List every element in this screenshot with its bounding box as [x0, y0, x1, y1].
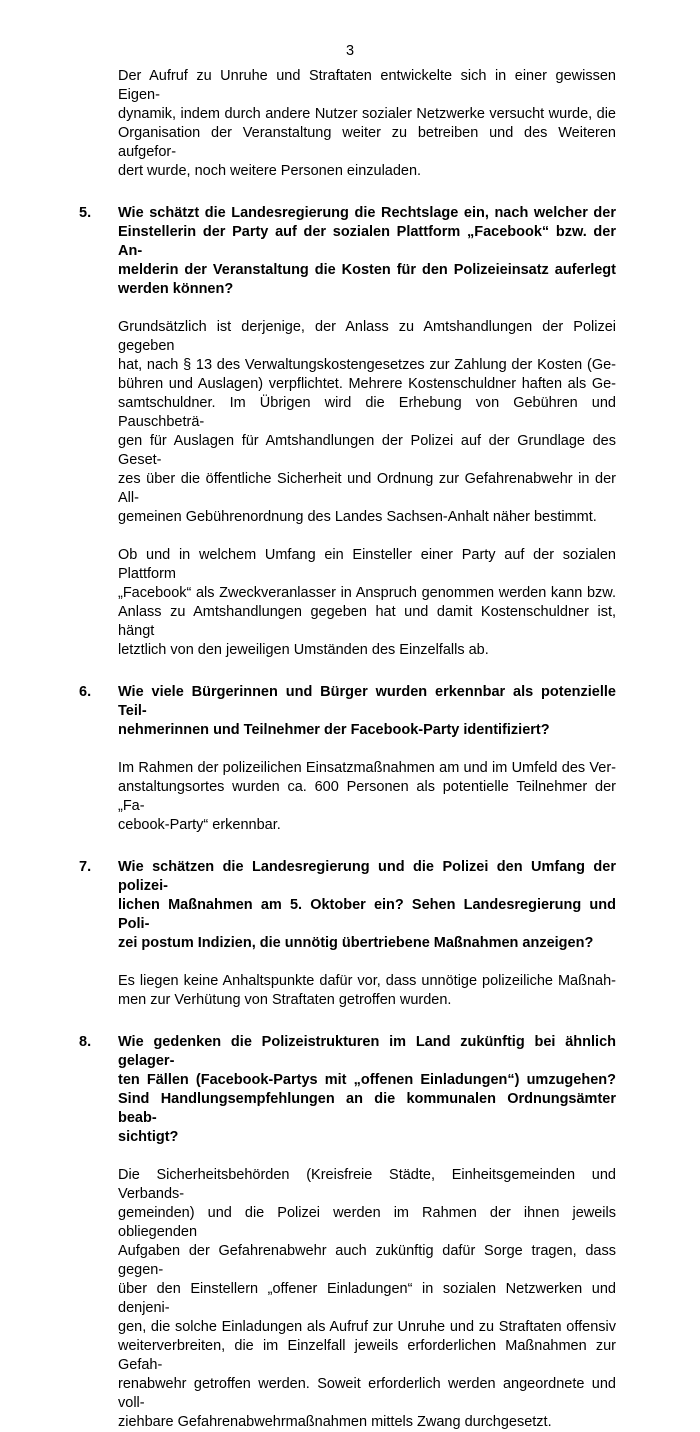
answer-paragraph	[118, 759, 616, 835]
text-line: nehmerinnen und Teilnehmer der Facebook-Party identifiziert?	[118, 722, 550, 738]
text-line: über den Einstellern „offener Einladungen“ in sozialen Netzwerken und denjeni-	[118, 1281, 616, 1316]
question-number: 8.	[79, 1034, 92, 1050]
answer-paragraph	[118, 546, 616, 660]
text-line: weiterverbreiten, die im Einzelfall jeweils erforderlichen Maßnahmen zur Gefah-	[118, 1338, 616, 1373]
text-line: letztlich von den jeweiligen Umständen des Einzelfalls ab.	[118, 642, 489, 658]
text-line: Organisation der Veranstaltung weiter zu betreiben und des Weiteren aufgefor-	[118, 125, 616, 160]
qa-section	[79, 683, 616, 835]
question	[79, 204, 616, 299]
text-line: hat, nach § 13 des Verwaltungskostengesetzes zur Zahlung der Kosten (Ge-	[118, 357, 616, 373]
question-text	[118, 204, 616, 299]
question-text	[118, 683, 616, 740]
text-line: anstaltungsortes wurden ca. 600 Personen als potentielle Teilnehmer der „Fa-	[118, 779, 616, 814]
question	[79, 1033, 616, 1147]
qa-section	[79, 1033, 616, 1432]
text-line: Wie viele Bürgerinnen und Bürger wurden erkennbar als potenzielle Teil-	[118, 684, 616, 719]
qa-section	[79, 858, 616, 1010]
text-line: renabwehr getroffen werden. Soweit erforderlich werden angeordnete und voll-	[118, 1376, 616, 1411]
answer-paragraph	[118, 318, 616, 527]
text-line: Sind Handlungsempfehlungen an die kommunalen Ordnungsämter beab-	[118, 1091, 616, 1126]
question-number: 5.	[79, 205, 92, 221]
text-line: „Facebook“ als Zweckveranlasser in Anspruch genommen werden kann bzw.	[118, 585, 616, 601]
text-line: Grundsätzlich ist derjenige, der Anlass zu Amtshandlungen der Polizei gegeben	[118, 319, 616, 354]
question	[79, 683, 616, 740]
question-number: 6.	[79, 684, 92, 700]
text-line: Wie schätzt die Landesregierung die Rechtslage ein, nach welcher der	[118, 205, 616, 221]
question	[79, 858, 616, 953]
text-line: Es liegen keine Anhaltspunkte dafür vor, dass unnötige polizeiliche Maßnah-	[118, 973, 616, 989]
text-line: zei postum Indizien, die unnötig übertriebene Maßnahmen anzeigen?	[118, 935, 594, 951]
page-number: 3	[345, 43, 355, 59]
text-line: ziehbare Gefahrenabwehrmaßnahmen mittels Zwang durchgesetzt.	[118, 1414, 552, 1430]
answer-paragraph	[118, 1166, 616, 1432]
text-line: Anlass zu Amtshandlungen gegeben hat und damit Kostenschuldner ist, hängt	[118, 604, 616, 639]
text-line: Im Rahmen der polizeilichen Einsatzmaßnahmen am und im Umfeld des Ver-	[118, 760, 616, 776]
text-line: ten Fällen (Facebook-Partys mit „offenen Einladungen“) umzugehen?	[118, 1072, 616, 1088]
text-line: werden können?	[118, 281, 234, 297]
text-line: gemeinden) und die Polizei werden im Rahmen der ihnen jeweils obliegenden	[118, 1205, 616, 1240]
text-line: Wie gedenken die Polizeistrukturen im Land zukünftig bei ähnlich gelager-	[118, 1034, 616, 1069]
text-line: Wie schätzen die Landesregierung und die Polizei den Umfang der polizei-	[118, 859, 616, 894]
text-line: melderin der Veranstaltung die Kosten für den Polizeieinsatz auferlegt	[118, 262, 616, 278]
text-line: dynamik, indem durch andere Nutzer sozialer Netzwerke versucht wurde, die	[118, 106, 616, 122]
text-line: bühren und Auslagen) verpflichtet. Mehrere Kostenschuldner haften als Ge-	[118, 376, 616, 392]
text-line: Der Aufruf zu Unruhe und Straftaten entwickelte sich in einer gewissen Eigen-	[118, 68, 616, 103]
document-body	[79, 67, 616, 1432]
text-line: sichtigt?	[118, 1129, 179, 1145]
qa-section	[79, 204, 616, 660]
text-line: Einstellerin der Party auf der sozialen Plattform „Facebook“ bzw. der An-	[118, 224, 616, 259]
question-text	[118, 1033, 616, 1147]
text-line: dert wurde, noch weitere Personen einzuladen.	[118, 163, 422, 179]
text-line: gemeinen Gebührenordnung des Landes Sachsen-Anhalt näher bestimmt.	[118, 509, 597, 525]
intro-paragraph	[118, 67, 616, 181]
text-line: gen für Auslagen für Amtshandlungen der Polizei auf der Grundlage des Geset-	[118, 433, 616, 468]
text-line: lichen Maßnahmen am 5. Oktober ein? Sehen Landesregierung und Poli-	[118, 897, 616, 932]
question-text	[118, 858, 616, 953]
text-line: men zur Verhütung von Straftaten getroffen wurden.	[118, 992, 452, 1008]
text-line: Die Sicherheitsbehörden (Kreisfreie Städte, Einheitsgemeinden und Verbands-	[118, 1167, 616, 1202]
text-line: cebook-Party“ erkennbar.	[118, 817, 281, 833]
text-line: Aufgaben der Gefahrenabwehr auch zukünftig dafür Sorge tragen, dass gegen-	[118, 1243, 616, 1278]
text-line: zes über die öffentliche Sicherheit und Ordnung zur Gefahrenabwehr in der All-	[118, 471, 616, 506]
question-number: 7.	[79, 859, 92, 875]
text-line: samtschuldner. Im Übrigen wird die Erhebung von Gebühren und Pauschbeträ-	[118, 395, 616, 430]
text-line: gen, die solche Einladungen als Aufruf zur Unruhe und zu Straftaten offensiv	[118, 1319, 616, 1335]
qa-sections	[79, 204, 616, 1432]
answer-paragraph	[118, 972, 616, 1010]
text-line: Ob und in welchem Umfang ein Einsteller einer Party auf der sozialen Plattform	[118, 547, 616, 582]
